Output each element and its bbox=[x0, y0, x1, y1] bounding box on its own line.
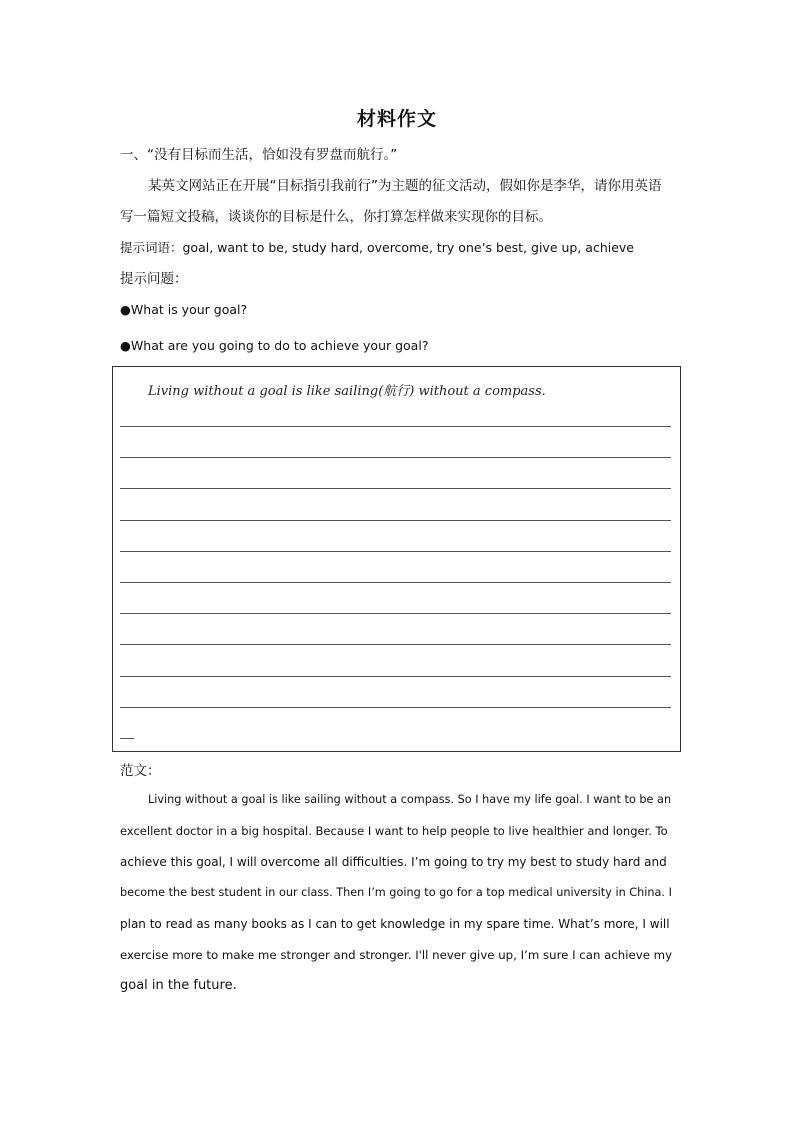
sample-line: excellent doctor in a big hospital. Because I want to help people to live healthier and longer. To bbox=[120, 824, 668, 838]
question-1: ●What is your goal? bbox=[120, 302, 248, 317]
writing-line bbox=[120, 488, 671, 489]
writing-line bbox=[120, 520, 671, 521]
writing-line bbox=[120, 457, 671, 458]
questions-label: 提示问题： bbox=[120, 271, 188, 287]
sample-line: plan to read as many books as I can to get knowledge in my spare time. What’s more, I will bbox=[120, 917, 670, 931]
answer-box-opening: Living without a goal is like sailing(航行) without a compass. bbox=[148, 384, 546, 399]
writing-line bbox=[120, 551, 671, 552]
sample-line: become the best student in our class. Then I’m going to go for a top medical university in China. I bbox=[120, 886, 672, 899]
sample-line: Living without a goal is like sailing without a compass. So I have my life goal. I want to be an bbox=[148, 793, 672, 806]
question-2: ●What are you going to do to achieve your goal? bbox=[120, 338, 429, 353]
sample-line: exercise more to make me stronger and stronger. I'll never give up, I’m sure I can achieve my bbox=[120, 948, 673, 962]
answer-box bbox=[112, 366, 681, 752]
writing-line bbox=[120, 613, 671, 614]
writing-line-stub bbox=[120, 738, 134, 739]
writing-line bbox=[120, 644, 671, 645]
writing-line bbox=[120, 707, 671, 708]
instruction-line-2: 写一篇短文投稿，谈谈你的目标是什么，你打算怎样做来实现你的目标。 bbox=[120, 209, 552, 225]
sample-label: 范文： bbox=[120, 763, 161, 779]
sample-line: achieve this goal, I will overcome all difficulties. I’m going to try my best to study hard and bbox=[120, 855, 667, 869]
writing-line bbox=[120, 676, 671, 677]
writing-line bbox=[120, 582, 671, 583]
instruction-line-1: 某英文网站正在开展“目标指引我前行”为主题的征文活动，假如你是李华，请你用英语 bbox=[148, 178, 662, 194]
task-heading: 一、“没有目标而生活，恰如没有罗盘而航行。” bbox=[120, 147, 398, 163]
keywords-line: 提示词语：goal, want to be, study hard, overcome, try one’s best, give up, achieve bbox=[120, 240, 634, 255]
page-title: 材料作文 bbox=[356, 108, 437, 130]
writing-line bbox=[120, 426, 671, 427]
sample-line: goal in the future. bbox=[120, 978, 237, 993]
